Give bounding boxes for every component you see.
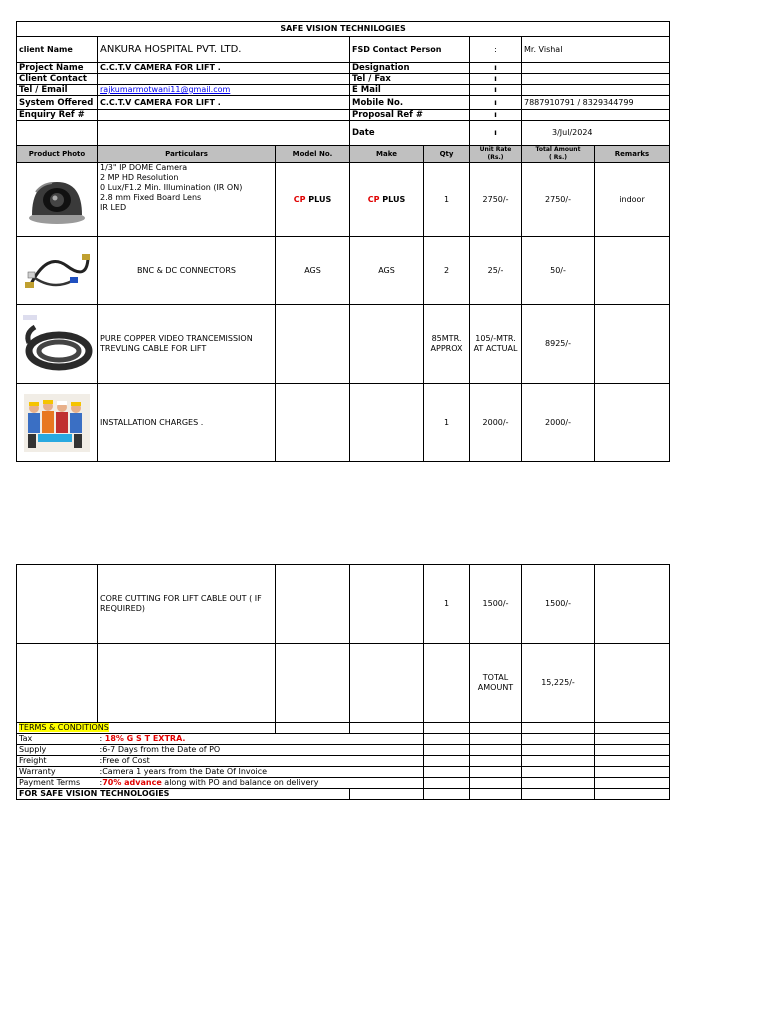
- terms-text: 6-7 Days from the Date of PO: [102, 745, 221, 754]
- table-row: [17, 163, 670, 237]
- info-row: [17, 63, 670, 74]
- item-particulars: [98, 565, 276, 644]
- empty-cell: [276, 565, 350, 644]
- empty-cell: [595, 734, 670, 745]
- header-total-label: Total Amount: [535, 146, 581, 153]
- field-label: Tel / Fax: [350, 74, 470, 85]
- empty-cell: [350, 789, 424, 800]
- header-total: [522, 146, 595, 163]
- field-value: [98, 110, 350, 121]
- empty-cell: [595, 745, 670, 756]
- terms-value: :6-7 Days from the Date of PO: [98, 745, 424, 756]
- item-particulars: [98, 305, 276, 384]
- empty-cell: [522, 723, 595, 734]
- workers-icon: [24, 394, 90, 452]
- info-row: [17, 110, 670, 121]
- brand-cp: CP: [367, 194, 380, 204]
- item-unit-rate: 1500/-: [470, 565, 522, 644]
- bnc-connector-icon: [22, 246, 92, 296]
- terms-label: Payment Terms: [17, 778, 98, 789]
- continuation-table: [16, 564, 670, 800]
- terms-row: [17, 767, 670, 778]
- header-unit-rate: [470, 146, 522, 163]
- particulars-line: CORE CUTTING FOR LIFT CABLE OUT ( IF: [100, 594, 262, 603]
- empty-cell: [470, 767, 522, 778]
- terms-value: :70% advance along with PO and balance on delivery: [98, 778, 424, 789]
- empty-cell: [17, 565, 98, 644]
- product-photo: [17, 163, 98, 237]
- item-particulars: BNC & DC CONNECTORS: [98, 237, 276, 305]
- item-model: AGS: [276, 237, 350, 305]
- item-unit-rate: [470, 305, 522, 384]
- particulars-line: REQUIRED): [100, 604, 146, 613]
- total-label: [470, 644, 522, 723]
- brand-plus: PLUS: [379, 194, 406, 204]
- empty-cell: [522, 789, 595, 800]
- table-row: [17, 237, 670, 305]
- header-particulars: Particulars: [98, 146, 276, 163]
- quotation-table: [16, 21, 670, 462]
- footer-row: [17, 789, 670, 800]
- field-sep: ı: [470, 63, 522, 74]
- terms-highlight: 18% G S T EXTRA.: [104, 734, 186, 743]
- brand-cp: CP: [293, 194, 306, 204]
- empty-cell: [595, 644, 670, 723]
- brand-plus: PLUS: [305, 194, 332, 204]
- empty-cell: [522, 778, 595, 789]
- empty-cell: [424, 734, 470, 745]
- terms-label: Freight: [17, 756, 98, 767]
- field-sep: ı: [470, 96, 522, 110]
- terms-row: [17, 778, 670, 789]
- field-label: E Mail: [350, 85, 470, 96]
- product-photo: [17, 305, 98, 384]
- email-link[interactable]: rajkumarmotwani11@gmail.com: [98, 85, 350, 96]
- item-qty: 1: [424, 565, 470, 644]
- field-label: System Offered: [17, 96, 98, 110]
- empty-cell: [17, 644, 98, 723]
- field-value: [98, 74, 350, 85]
- item-remarks: [595, 384, 670, 462]
- item-make: [350, 305, 424, 384]
- mobile-value: 7887910791 / 8329344799: [522, 96, 670, 110]
- empty-cell: [350, 723, 424, 734]
- field-value: [522, 110, 670, 121]
- item-model: [276, 163, 350, 237]
- total-label-line: TOTAL: [482, 673, 509, 682]
- item-qty: 1: [424, 384, 470, 462]
- item-total: 50/-: [522, 237, 595, 305]
- particulars-line: 2.8 mm Fixed Board Lens: [100, 193, 202, 202]
- item-make: [350, 163, 424, 237]
- item-total: 2750/-: [522, 163, 595, 237]
- item-particulars: [98, 163, 276, 237]
- info-row: [17, 96, 670, 110]
- terms-value: :Camera 1 years from the Date Of Invoice: [98, 767, 424, 778]
- table-row: [17, 565, 670, 644]
- field-value: [522, 85, 670, 96]
- terms-label: Warranty: [17, 767, 98, 778]
- field-label: Proposal Ref #: [350, 110, 470, 121]
- empty-cell: [424, 745, 470, 756]
- fsd-colon: :: [470, 37, 522, 63]
- item-total: 1500/-: [522, 565, 595, 644]
- header-make: Make: [350, 146, 424, 163]
- empty-cell: [522, 734, 595, 745]
- field-label: Designation: [350, 63, 470, 74]
- company-title: SAFE VISION TECHNILOGIES: [17, 22, 670, 37]
- total-amount: 15,225/-: [522, 644, 595, 723]
- field-label: Tel / Email: [17, 85, 98, 96]
- empty-cell: [595, 723, 670, 734]
- empty-cell: [350, 565, 424, 644]
- table-row: [17, 305, 670, 384]
- field-value: C.C.T.V CAMERA FOR LIFT .: [98, 96, 350, 110]
- field-label: Mobile No.: [350, 96, 470, 110]
- date-label: Date: [350, 121, 470, 146]
- terms-heading: TERMS & CONDITIONS: [19, 723, 109, 732]
- terms-value: : 18% G S T EXTRA.: [98, 734, 424, 745]
- item-qty: [424, 305, 470, 384]
- item-remarks: [595, 305, 670, 384]
- product-photo: [17, 237, 98, 305]
- header-unit-rate-label: Unit Rate: [479, 146, 512, 153]
- empty-cell: [424, 723, 470, 734]
- terms-label: Tax: [17, 734, 98, 745]
- item-unit-rate: 25/-: [470, 237, 522, 305]
- terms-rest: along with PO and balance on delivery: [161, 778, 319, 787]
- empty-cell: [424, 767, 470, 778]
- item-remarks: indoor: [595, 163, 670, 237]
- item-unit-rate: 2000/-: [470, 384, 522, 462]
- dome-camera-icon: [22, 170, 92, 230]
- terms-label: Supply: [17, 745, 98, 756]
- field-value: C.C.T.V CAMERA FOR LIFT .: [98, 63, 350, 74]
- empty-cell: [276, 644, 350, 723]
- client-name-label: client Name: [17, 37, 98, 63]
- field-sep: ı: [470, 74, 522, 85]
- particulars-line: 1/3" IP DOME Camera: [100, 163, 188, 172]
- header-qty: Qty: [424, 146, 470, 163]
- empty-cell: [470, 723, 522, 734]
- item-model: [276, 384, 350, 462]
- item-make: AGS: [350, 237, 424, 305]
- field-label: Project Name: [17, 63, 98, 74]
- empty-cell: [424, 778, 470, 789]
- empty-cell: [424, 756, 470, 767]
- field-value: [522, 74, 670, 85]
- empty-cell: [595, 565, 670, 644]
- empty-cell: [522, 767, 595, 778]
- fsd-value: Mr. Vishal: [522, 37, 670, 63]
- field-label: Client Contact: [17, 74, 98, 85]
- header-unit-rate-sub: (Rs.): [487, 154, 504, 161]
- date-value: 3/Jul/2024: [522, 121, 670, 146]
- field-label: Enquiry Ref #: [17, 110, 98, 121]
- terms-heading-row: [17, 723, 670, 734]
- terms-text: Free of Cost: [102, 756, 150, 765]
- table-row: [17, 384, 670, 462]
- field-sep: ı: [470, 85, 522, 96]
- empty-cell: [595, 778, 670, 789]
- cable-coil-icon: [21, 313, 93, 375]
- field-value: [522, 63, 670, 74]
- terms-row: [17, 745, 670, 756]
- footer-signature: FOR SAFE VISION TECHNOLOGIES: [17, 789, 350, 800]
- header-total-sub: ( Rs.): [548, 154, 568, 161]
- field-sep: ı: [470, 110, 522, 121]
- item-qty: 1: [424, 163, 470, 237]
- terms-row: [17, 756, 670, 767]
- particulars-line: 2 MP HD Resolution: [100, 173, 179, 182]
- empty-cell: [470, 745, 522, 756]
- particulars-line: 0 Lux/F1.2 Min. Illumination (IR ON): [100, 183, 243, 192]
- item-model: [276, 305, 350, 384]
- empty-cell: [424, 644, 470, 723]
- info-row: [17, 85, 670, 96]
- item-total: 2000/-: [522, 384, 595, 462]
- rate-line: AT ACTUAL: [473, 344, 518, 353]
- fsd-label: FSD Contact Person: [350, 37, 470, 63]
- header-remarks: Remarks: [595, 146, 670, 163]
- empty-cell: [595, 756, 670, 767]
- empty-cell: [470, 734, 522, 745]
- empty-cell: [350, 644, 424, 723]
- item-unit-rate: 2750/-: [470, 163, 522, 237]
- product-photo: [17, 384, 98, 462]
- item-particulars: INSTALLATION CHARGES .: [98, 384, 276, 462]
- item-qty: 2: [424, 237, 470, 305]
- item-remarks: [595, 237, 670, 305]
- header-photo: Product Photo: [17, 146, 98, 163]
- empty-cell: [98, 644, 276, 723]
- particulars-line: TREVLING CABLE FOR LIFT: [100, 344, 207, 353]
- item-make: [350, 384, 424, 462]
- empty-cell: [470, 789, 522, 800]
- client-name-value: ANKURA HOSPITAL PVT. LTD.: [98, 37, 350, 63]
- empty-cell: [470, 756, 522, 767]
- empty-cell: [595, 767, 670, 778]
- empty-cell: [522, 745, 595, 756]
- empty-cell: [98, 121, 350, 146]
- particulars-line: IR LED: [100, 203, 127, 212]
- qty-line: 85MTR.: [431, 334, 462, 343]
- particulars-line: PURE COPPER VIDEO TRANCEMISSION: [100, 334, 253, 343]
- total-label-line: AMOUNT: [477, 683, 514, 692]
- empty-cell: [17, 121, 98, 146]
- empty-cell: [276, 723, 350, 734]
- terms-row: [17, 734, 670, 745]
- terms-text: Camera 1 years from the Date Of Invoice: [102, 767, 268, 776]
- date-sep: ı: [470, 121, 522, 146]
- empty-cell: [522, 756, 595, 767]
- header-model: Model No.: [276, 146, 350, 163]
- terms-heading-cell: [17, 723, 276, 734]
- terms-value: :Free of Cost: [98, 756, 424, 767]
- info-row: [17, 74, 670, 85]
- empty-cell: [470, 778, 522, 789]
- qty-line: APPROX: [430, 344, 463, 353]
- rate-line: 105/-MTR.: [475, 334, 516, 343]
- item-total: 8925/-: [522, 305, 595, 384]
- empty-cell: [595, 789, 670, 800]
- column-header-row: [17, 146, 670, 163]
- empty-cell: [424, 789, 470, 800]
- total-row: [17, 644, 670, 723]
- terms-highlight: 70% advance: [102, 778, 162, 787]
